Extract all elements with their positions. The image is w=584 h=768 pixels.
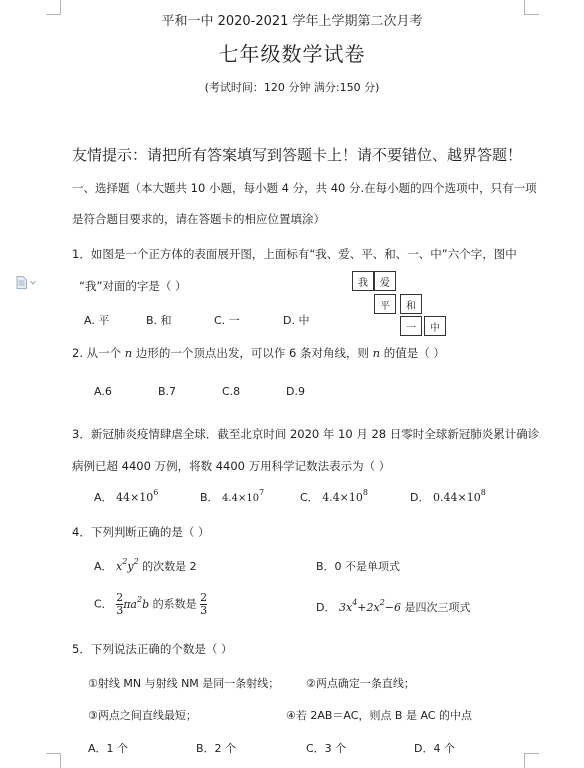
- cube-net-figure: [352, 271, 446, 337]
- q2-variable: n: [124, 346, 133, 360]
- q3-option-c: [300, 489, 368, 505]
- option-value: 44×10: [116, 491, 154, 504]
- option-exponent: 8: [362, 488, 368, 497]
- crop-mark-bottom-right: [524, 753, 539, 768]
- page-title: 七年级数学试卷: [218, 42, 366, 66]
- q4-a-expression: $x^2y^2$: [116, 557, 139, 573]
- q2-text-pre: 2. 从一个: [72, 346, 122, 360]
- q3-option-d: [410, 489, 486, 505]
- q2-text-mid: 边形的一个顶点出发，可以作 6 条对角线，则: [135, 346, 370, 360]
- q2-option-a: A.6: [94, 385, 112, 398]
- q5-option-c: C．3 个: [306, 742, 347, 755]
- q1-stem-line1: 1．如图是一个正方体的表面展开图，上面标有“我、爱、平、和、一、中”六个字，图中: [72, 247, 517, 261]
- option-text: 的次数是 2: [142, 560, 197, 573]
- q2-option-d: D.9: [286, 385, 305, 398]
- q2-option-c: C.8: [222, 385, 241, 398]
- q3-stem-line2: 病例已超 4400 万例，将数 4400 万用科学记数法表示为（ ）: [72, 459, 391, 473]
- section-instruction-line2: 是符合题目要求的，请在答题卡的相应位置填涂）: [72, 212, 325, 226]
- fraction-denominator: 3: [200, 604, 208, 617]
- option-label: A．: [94, 560, 113, 573]
- chevron-down-icon[interactable]: [30, 280, 36, 285]
- q5-statement-4: ④若 2AB＝AC，则点 B 是 AC 的中点: [286, 709, 472, 722]
- fraction-numerator: 2: [116, 591, 124, 604]
- fraction-numerator: 2: [200, 591, 208, 604]
- option-label: D．: [316, 601, 336, 614]
- option-exponent: 6: [153, 488, 159, 497]
- q5-option-a: A．1 个: [88, 742, 129, 755]
- q3-option-a: [94, 489, 158, 505]
- q2-text-post: 的值是（ ）: [383, 346, 445, 360]
- q1-option-c: C. 一: [214, 314, 240, 327]
- option-label: C．: [300, 491, 319, 504]
- option-label: B．: [200, 491, 219, 504]
- crop-mark-bottom-left: [46, 753, 61, 768]
- option-value: 4.4×10: [322, 491, 363, 504]
- document-icon[interactable]: [16, 276, 27, 289]
- option-label: C．: [94, 597, 113, 611]
- q4-d-expression: $3x^4+2x^2-6$: [338, 598, 402, 614]
- fraction-denominator: 3: [116, 604, 124, 617]
- q4-c-expression: $\pi a^2b$: [123, 594, 150, 611]
- option-value: 0.44×10: [432, 491, 481, 504]
- q1-option-d: D. 中: [283, 314, 310, 327]
- option-label: A．: [94, 491, 113, 504]
- exam-header: 平和一中 2020-2021 学年上学期第二次月考: [161, 14, 423, 29]
- net-cell: 我: [352, 271, 374, 291]
- option-text: 的系数是: [152, 597, 197, 611]
- net-cell: 和: [400, 294, 422, 314]
- section-instruction-line1: 一、选择题（本大题共 10 小题，每小题 4 分，共 40 分.在每小题的四个选项中，只有一项: [72, 181, 537, 195]
- q3-stem-line1: 3．新冠肺炎疫情肆虐全球．截至北京时间 2020 年 10 月 28 日零时全球新冠肺炎累计确诊: [72, 427, 540, 441]
- q3-option-b: [200, 489, 264, 505]
- q4-option-a: [94, 558, 197, 574]
- net-cell: 中: [424, 316, 446, 336]
- q4-option-d: [316, 599, 471, 615]
- q4-option-b: B．0 不是单项式: [316, 560, 401, 573]
- q4-option-c: [94, 592, 207, 617]
- option-exponent: 8: [480, 488, 486, 497]
- net-cell: 平: [374, 294, 396, 314]
- q2-stem: [72, 345, 445, 361]
- q2-option-b: B.7: [158, 385, 177, 398]
- net-cell: 一: [400, 316, 422, 336]
- q5-option-d: D．4 个: [414, 742, 455, 755]
- net-cell: 爱: [374, 271, 396, 291]
- q1-option-b: B. 和: [146, 314, 172, 327]
- q4-c-answer-fraction: [200, 592, 207, 617]
- notice-text: 友情提示：请把所有答案填写到答题卡上！请不要错位、越界答题！: [72, 146, 523, 164]
- q1-option-a: A. 平: [84, 314, 110, 327]
- option-value: 4.4×10: [222, 493, 260, 504]
- q5-stem: 5．下列说法正确的个数是（ ）: [72, 642, 233, 656]
- q5-statement-3: ③两点之间直线最短；: [88, 709, 197, 722]
- q4-stem: 4．下列判断正确的是（ ）: [72, 525, 210, 539]
- exam-info: (考试时间：120 分钟 满分:150 分): [204, 81, 380, 94]
- q5-statement-2: ②两点确定一条直线；: [306, 677, 415, 690]
- q2-variable: n: [372, 346, 381, 360]
- q5-statement-1: ①射线 MN 与射线 NM 是同一条射线；: [88, 677, 280, 690]
- q1-stem-line2: “我”对面的字是（ ）: [79, 279, 187, 293]
- option-text: 是四次三项式: [404, 601, 471, 614]
- q5-option-b: B．2 个: [196, 742, 237, 755]
- option-exponent: 7: [259, 488, 265, 497]
- option-label: D．: [410, 491, 430, 504]
